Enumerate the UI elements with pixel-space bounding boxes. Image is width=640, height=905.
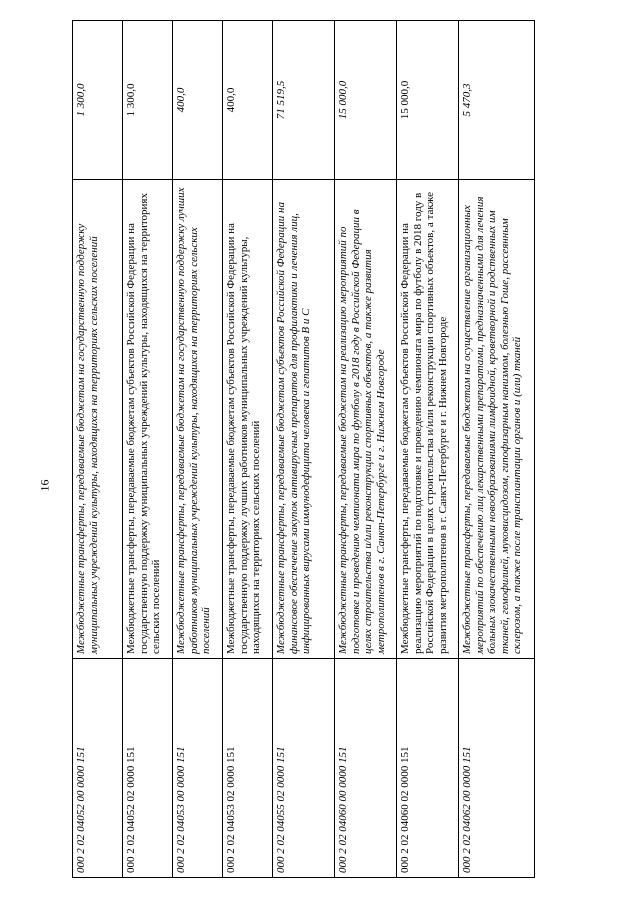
amount-cell: 71 519,5 xyxy=(273,21,335,180)
page-number: 16 xyxy=(37,479,52,492)
description-cell: Межбюджетные трансферты, передаваемые бюджетам субъектов Российской Федерации на государственную поддержку лучших работников муниципальных учреждений культуры, находящихся на территориях сельских поселений xyxy=(223,180,273,659)
budget-code-cell: 000 2 02 04053 02 0000 151 xyxy=(223,659,273,878)
table-row xyxy=(173,21,223,878)
budget-code-cell: 000 2 02 04052 02 0000 151 xyxy=(123,659,173,878)
amount-cell: 400,0 xyxy=(173,21,223,180)
table-row xyxy=(335,21,397,878)
amount-cell: 5 470,3 xyxy=(459,21,535,180)
description-cell: Межбюджетные трансферты, передаваемые бюджетам субъектов Российской Федерации на финансовое обеспечение закупок антивирусных препаратов для профилактики и лечения лиц, инфицированных вирусами иммунодефицита человека и гепатитов В и С xyxy=(273,180,335,659)
description-cell: Межбюджетные трансферты, передаваемые бюджетам на реализацию мероприятий по подготовке и проведению чемпионата мира по футболу в 2018 году в Российской Федерации в целях строительства и/или реконструкции спортивных объектов, а также развития метрополитенов в г. Санкт-Петербурге и г. Нижнем Новгороде xyxy=(335,180,397,659)
description-cell: Межбюджетные трансферты, передаваемые бюджетам на осуществление организационных мероприятий по обеспечению лиц лекарственными препаратами, предназначенными для лечения больных злокачественными новообразованиями лимфоидной, кроветворной и родственных им тканей, гемофилией, муковисцидозом, гипофизарным нанизмом, болезнью Гоше, рассеянным склерозом, а также после трансплантации органов и (или) тканей xyxy=(459,180,535,659)
table-row xyxy=(397,21,459,878)
table-row xyxy=(123,21,173,878)
table-row xyxy=(223,21,273,878)
amount-cell: 15 000,0 xyxy=(397,21,459,180)
budget-code-cell: 000 2 02 04052 00 0000 151 xyxy=(73,659,123,878)
table-row xyxy=(73,21,123,878)
amount-cell: 400,0 xyxy=(223,21,273,180)
amount-cell: 15 000,0 xyxy=(335,21,397,180)
table-row xyxy=(459,21,535,878)
budget-code-cell: 000 2 02 04062 00 0000 151 xyxy=(459,659,535,878)
budget-code-cell: 000 2 02 04055 02 0000 151 xyxy=(273,659,335,878)
budget-code-cell: 000 2 02 04060 00 0000 151 xyxy=(335,659,397,878)
rotated-page-content xyxy=(72,48,534,878)
budget-code-cell: 000 2 02 04053 00 0000 151 xyxy=(173,659,223,878)
budget-code-cell: 000 2 02 04060 02 0000 151 xyxy=(397,659,459,878)
description-cell: Межбюджетные трансферты, передаваемые бюджетам субъектов Российской Федерации на государственную поддержку муниципальных учреждений культуры, находящихся на территориях сельских поселений xyxy=(123,180,173,659)
description-cell: Межбюджетные трансферты, передаваемые бюджетам на государственную поддержку лучших работников муниципальных учреждений культуры, находящихся на территориях сельских поселений xyxy=(173,180,223,659)
amount-cell: 1 300,0 xyxy=(73,21,123,180)
amount-cell: 1 300,0 xyxy=(123,21,173,180)
table-row xyxy=(273,21,335,878)
description-cell: Межбюджетные трансферты, передаваемые бюджетам субъектов Российской Федерации на реализацию мероприятий по подготовке и проведению чемпионата мира по футболу в 2018 году в Российской Федерации в целях строительства и/или реконструкции спортивных объектов, а также развития метрополитенов в г. Санкт-Петербурге и г. Нижнем Новгороде xyxy=(397,180,459,659)
description-cell: Межбюджетные трансферты, передаваемые бюджетам на государственную поддержку муниципальных учреждений культуры, находящихся на территориях сельских поселений xyxy=(73,180,123,659)
budget-table xyxy=(72,20,535,878)
